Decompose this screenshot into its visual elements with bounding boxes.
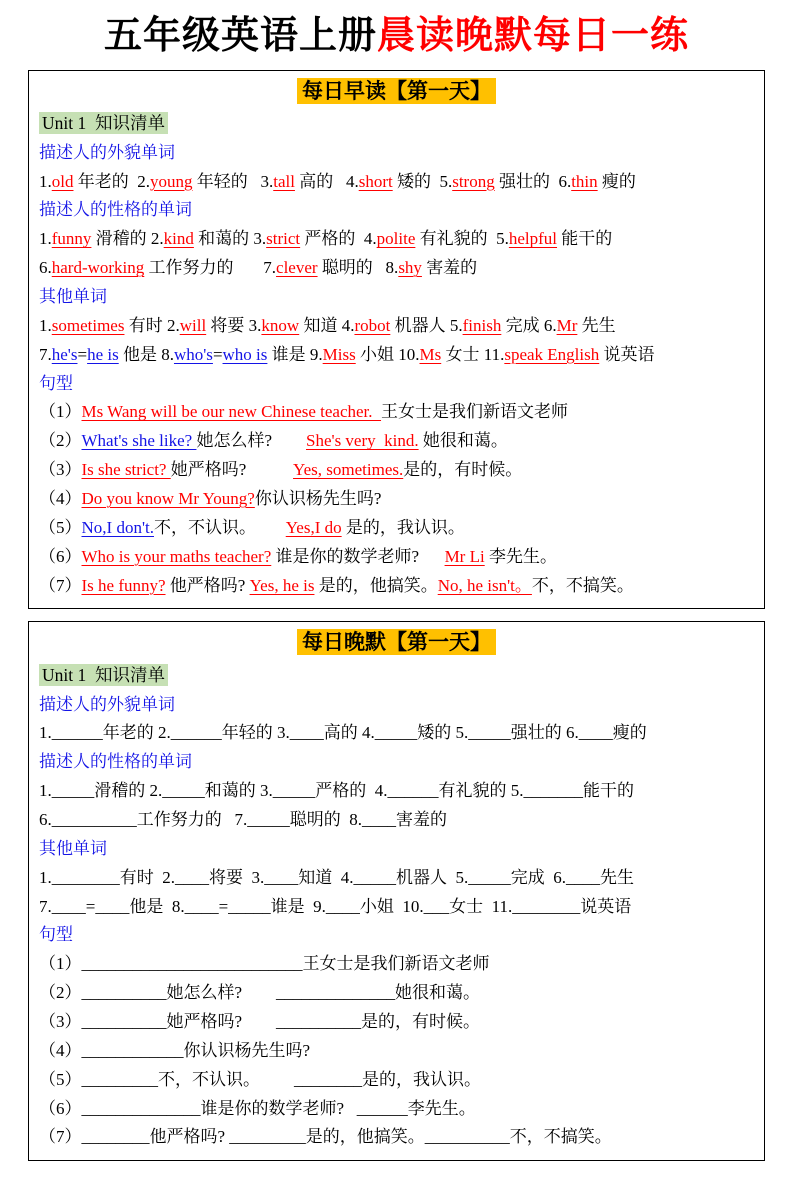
english-term: he's [51,344,78,364]
english-term: No,I don't. [81,517,154,537]
content-line [39,777,754,806]
chinese-text: 王女士是我们新语文老师 [381,402,569,422]
chinese-text: 知道 4. [299,315,355,335]
content-line [39,341,754,370]
english-term: Yes, he is [249,575,315,595]
english-term: hard-working [51,258,145,278]
content-line [39,427,754,456]
chinese-text: 1. [39,229,52,249]
category-subheading-text: 描述人的外貌单词 [39,142,175,162]
chinese-text: 谁是 9. [267,344,323,364]
page-title [0,14,793,60]
sections-container [0,70,793,1162]
chinese-text: 滑稽的 2. [91,229,164,249]
content-line [39,225,754,254]
chinese-text: 瘦的 [597,171,636,191]
content-line [39,864,754,893]
category-subheading-text: 描述人的外貌单词 [39,694,175,714]
content-line [39,514,754,543]
content-line [39,979,754,1008]
chinese-text: （6）______________谁是你的数学老师? ______李先生。 [39,1098,476,1118]
category-heading [39,691,754,720]
english-term: who is [222,344,268,364]
english-term: polite [376,229,416,249]
content-line [39,485,754,514]
chinese-text: （5） [39,517,82,537]
chinese-text: 年轻的 3. [192,171,274,191]
english-term: he is [87,344,119,364]
english-term: helpful [508,229,558,249]
english-term: What's she like? [81,431,197,451]
chinese-text: （3）__________她严格吗? __________是的，有时候。 [39,1011,481,1031]
content-line [39,254,754,283]
content-line [39,572,754,601]
chinese-text: 不，不搞笑。 [531,575,634,595]
content-line [39,950,754,979]
chinese-text: 她严格吗? [170,460,294,480]
category-subheading-text: 其他单词 [39,286,107,306]
category-heading [39,748,754,777]
english-term: know [261,315,300,335]
chinese-text: 有礼貌的 5. [415,229,509,249]
content-line [39,806,754,835]
english-term: will [179,315,207,335]
unit-title-text: Unit 1 知识清单 [39,664,168,686]
chinese-text: 7.____=____他是 8.____=_____谁是 9.____小姐 10.___女士 11.________说英语 [39,896,632,916]
english-term: speak English [504,344,600,364]
section-heading [39,76,754,106]
chinese-text: = [77,344,88,364]
chinese-text: 1.______年老的 2.______年轻的 3.____高的 4._____矮的 5._____强壮的 6.____瘦的 [39,723,647,743]
english-term: Do you know Mr Young? [81,488,255,508]
chinese-text: 将要 3. [206,315,262,335]
chinese-text: 是的，有时候。 [403,460,523,480]
chinese-text: 李先生。 [484,546,557,566]
category-heading [39,921,754,950]
chinese-text: 强壮的 6. [494,171,572,191]
english-term: Yes,I do [285,517,342,537]
morning-reading-section [28,70,765,610]
category-heading [39,196,754,225]
category-subheading-text: 句型 [39,373,73,393]
chinese-text: 她怎么样? [196,431,306,451]
english-term: Who is your maths teacher? [81,546,272,566]
chinese-text: （1）__________________________王女士是我们新语文老师 [39,954,490,974]
chinese-text: 7. [39,344,52,364]
chinese-text: 女士 11. [441,344,505,364]
page-title-black: 五年级英语上册 [103,15,377,57]
chinese-text: 1. [39,171,52,191]
english-term: who's [173,344,213,364]
category-subheading-text: 其他单词 [39,838,107,858]
chinese-text: 和蔼的 3. [193,229,267,249]
english-term: Is she strict? [81,460,171,480]
section-heading-text: 每日早读【第一天】 [297,78,496,104]
chinese-text: （1） [39,402,82,422]
english-term: kind [163,229,194,249]
english-term: shy [398,258,422,278]
chinese-text: （7）________他严格吗? _________是的，他搞笑。__________不，不搞笑。 [39,1127,612,1147]
english-term: young [149,171,193,191]
english-term: Is he funny? [81,575,166,595]
content-line [39,312,754,341]
chinese-text: 谁是你的数学老师? [271,546,445,566]
unit-heading [39,661,754,691]
chinese-text: （3） [39,460,82,480]
chinese-text: 害羞的 [421,258,478,278]
english-term: Ms Wang will be our new Chinese teacher. [81,402,382,422]
page-title-red: 晨读晚默每日一练 [377,15,690,57]
unit-title-text: Unit 1 知识清单 [39,112,168,134]
chinese-text: （7） [39,575,82,595]
chinese-text: （2） [39,431,82,451]
chinese-text: 高的 4. [294,171,359,191]
section-heading-text: 每日晚默【第一天】 [297,629,496,655]
category-heading [39,370,754,399]
category-subheading-text: 描述人的性格的单词 [39,752,192,772]
chinese-text: 你认识杨先生吗? [254,488,382,508]
category-subheading-text: 描述人的性格的单词 [39,200,192,220]
content-line [39,893,754,922]
chinese-text: 能干的 [557,229,613,249]
chinese-text: 他是 8. [118,344,174,364]
chinese-text: 1. [39,315,52,335]
content-line [39,1123,754,1152]
english-term: Yes, sometimes. [293,460,404,480]
category-subheading-text: 句型 [39,925,73,945]
english-term: Mr [556,315,578,335]
category-heading [39,283,754,312]
english-term: Miss [322,344,356,364]
chinese-text: 是的，我认识。 [341,517,465,537]
chinese-text: 是的，他搞笑。 [314,575,438,595]
chinese-text: 不，不认识。 [153,517,286,537]
chinese-text: 严格的 4. [300,229,377,249]
section-heading [39,627,754,657]
english-term: She's very kind. [306,431,419,451]
chinese-text: 机器人 5. [390,315,463,335]
content-line [39,1066,754,1095]
chinese-text: 完成 6. [501,315,557,335]
content-line [39,1008,754,1037]
chinese-text: 矮的 5. [392,171,453,191]
english-term: thin [571,171,598,191]
english-term: Mr Li [444,546,485,566]
evening-dictation-section [28,621,765,1161]
chinese-text: （5）_________不，不认识。 ________是的，我认识。 [39,1069,481,1089]
content-line [39,168,754,197]
english-term: sometimes [51,315,125,335]
english-term: tall [273,171,295,191]
content-line [39,456,754,485]
chinese-text: 说英语 [599,344,655,364]
chinese-text: 年老的 2. [73,171,150,191]
english-term: strict [266,229,301,249]
english-term: finish [462,315,502,335]
content-line [39,398,754,427]
english-term: Ms [419,344,442,364]
chinese-text: （4） [39,488,82,508]
content-line [39,1095,754,1124]
unit-heading [39,109,754,139]
chinese-text: 聪明的 8. [317,258,399,278]
english-term: strong [452,171,495,191]
chinese-text: 6.__________工作努力的 7._____聪明的 8.____害羞的 [39,809,447,829]
english-term: old [51,171,74,191]
chinese-text: （6） [39,546,82,566]
category-heading [39,139,754,168]
english-term: funny [51,229,92,249]
english-term: robot [354,315,391,335]
content-line [39,543,754,572]
chinese-text: 先生 [577,315,616,335]
chinese-text: （4）____________你认识杨先生吗? [39,1040,311,1060]
category-heading [39,835,754,864]
chinese-text: 她很和蔼。 [418,431,508,451]
english-term: clever [276,258,318,278]
chinese-text: = [212,344,223,364]
chinese-text: 有时 2. [124,315,180,335]
content-line [39,1037,754,1066]
chinese-text: 6. [39,258,52,278]
english-term: short [358,171,393,191]
chinese-text: 1.________有时 2.____将要 3.____知道 4._____机器人 5._____完成 6.____先生 [39,867,634,887]
english-term: No, he isn't。 [437,575,532,595]
chinese-text: 他严格吗? [165,575,250,595]
chinese-text: 1._____滑稽的 2._____和蔼的 3._____严格的 4.______有礼貌的 5._______能干的 [39,781,634,801]
content-line [39,719,754,748]
chinese-text: 小姐 10. [355,344,420,364]
chinese-text: 工作努力的 7. [144,258,277,278]
chinese-text: （2）__________她怎么样? ______________她很和蔼。 [39,983,481,1003]
